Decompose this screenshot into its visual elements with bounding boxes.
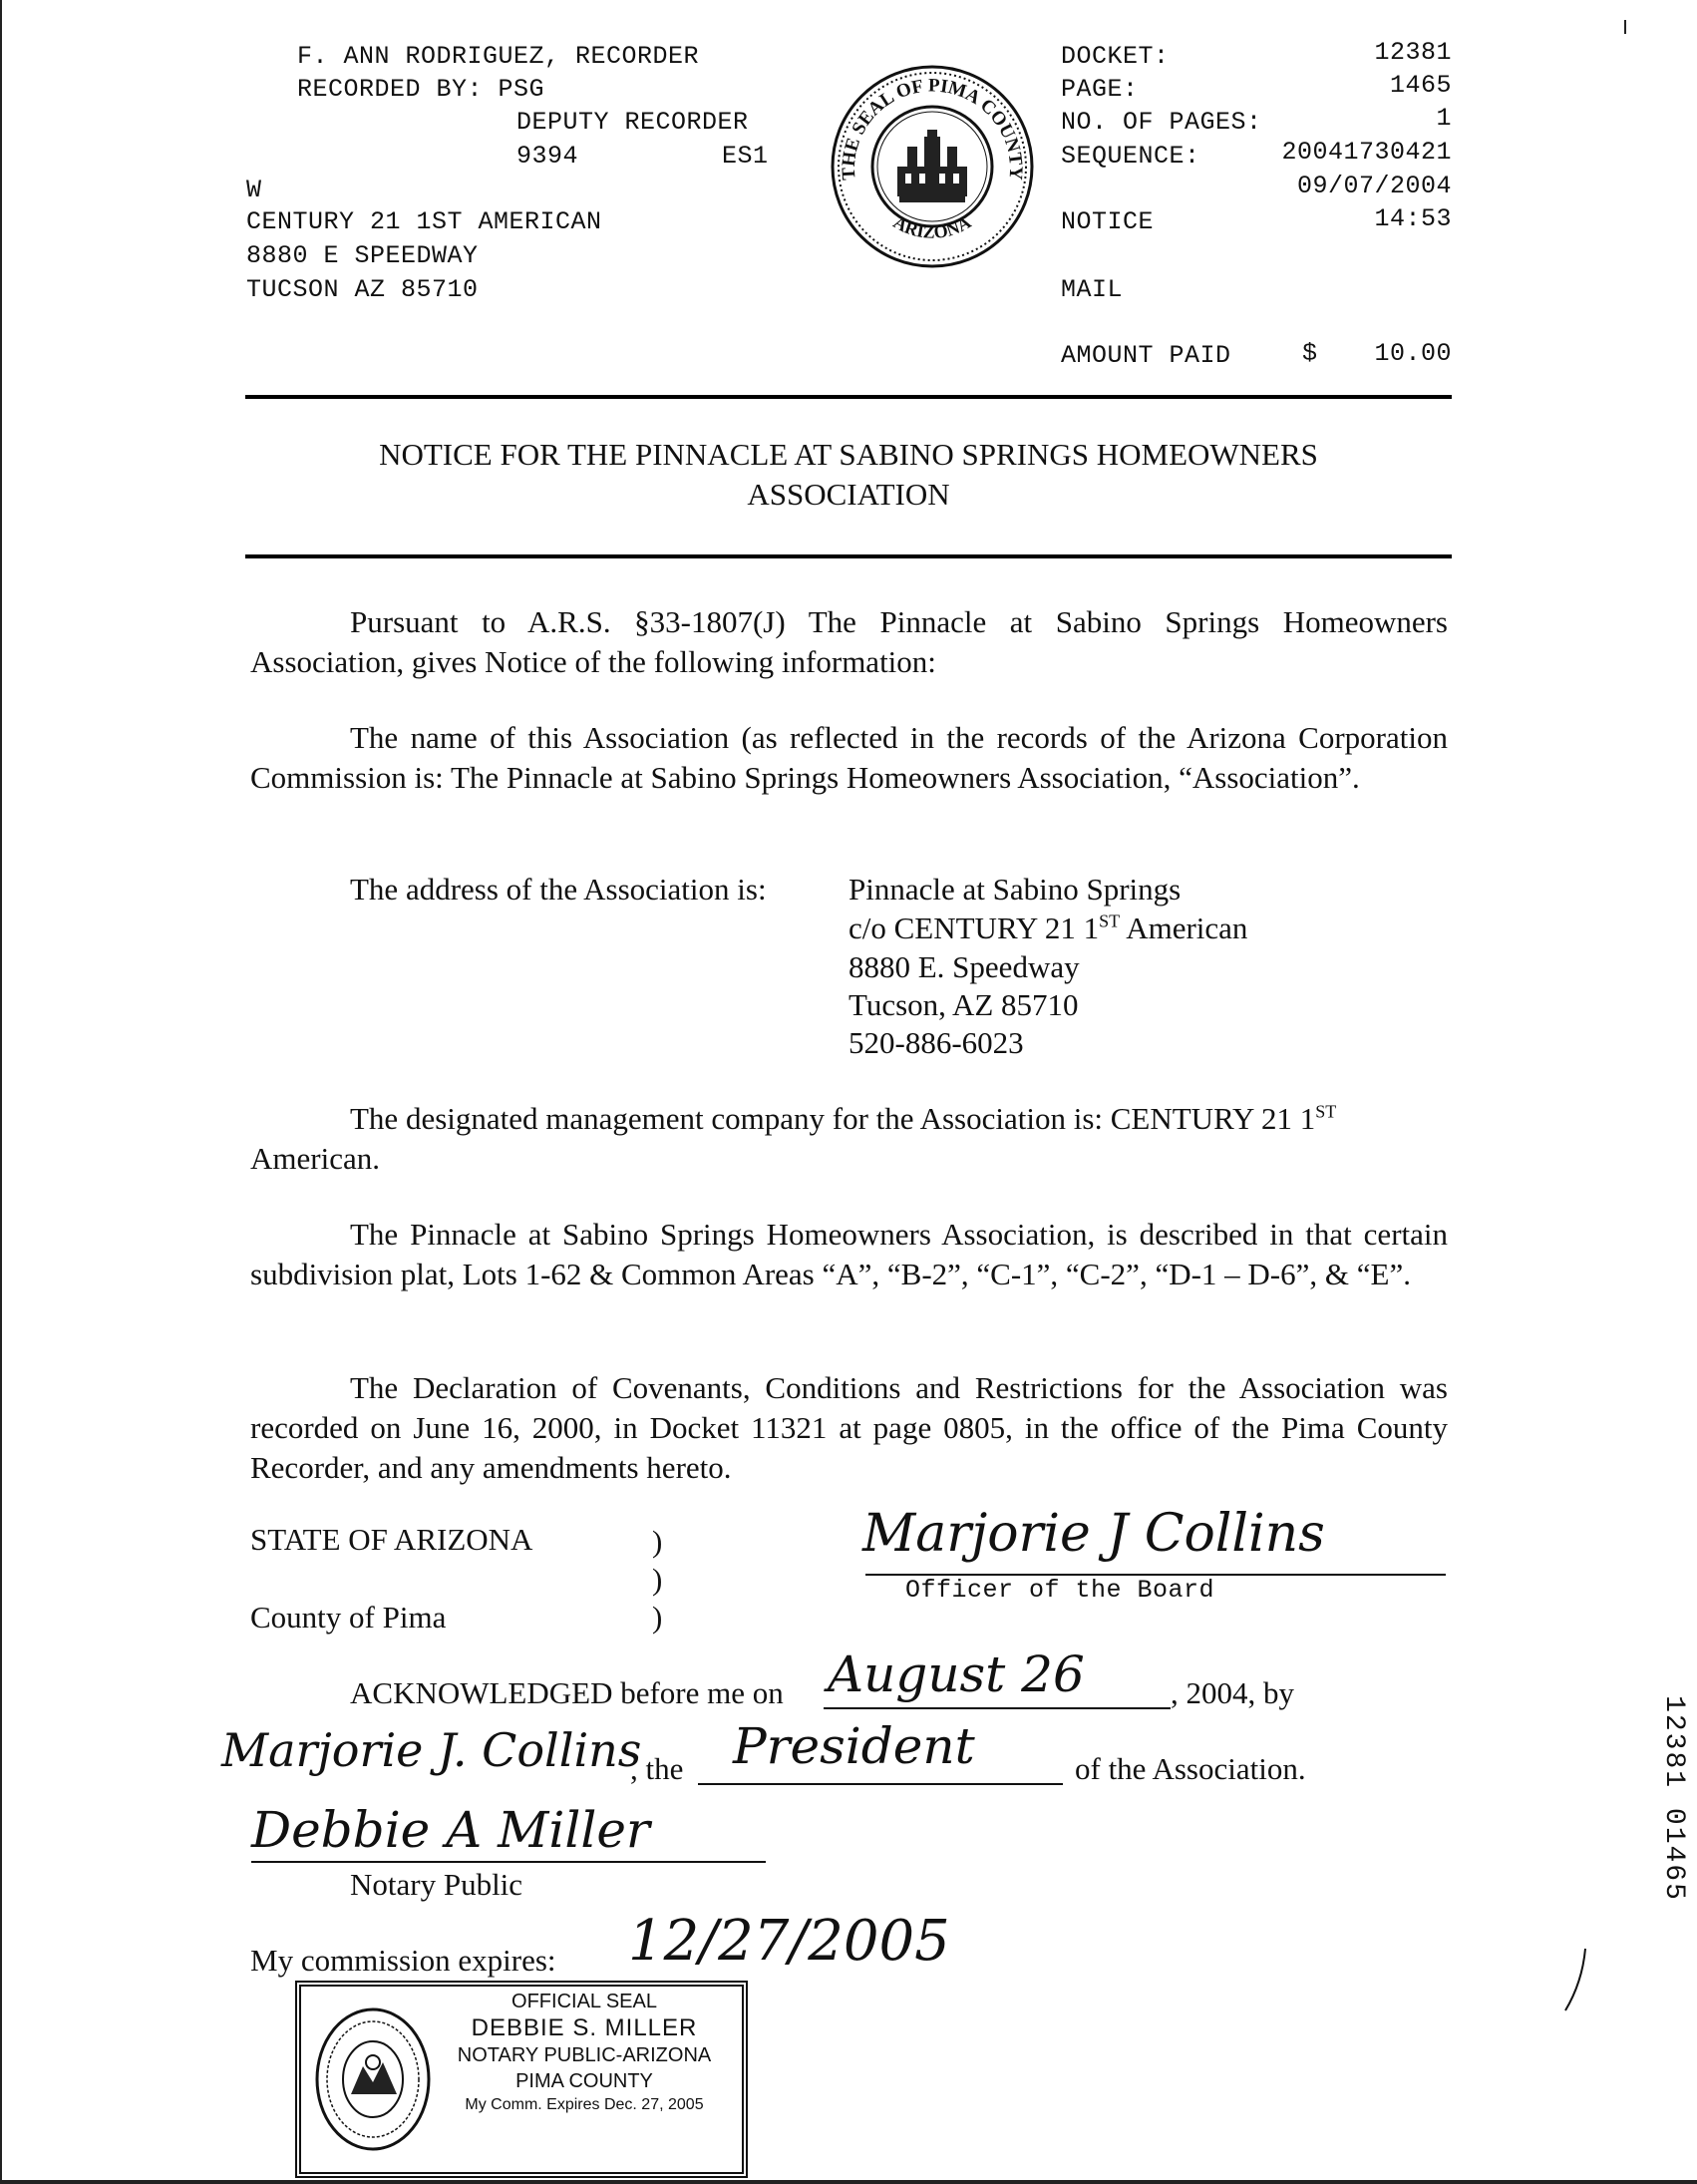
state-label: STATE OF ARIZONA (250, 1522, 533, 1557)
address-line-1: Pinnacle at Sabino Springs (848, 872, 1182, 907)
seal-line-5: My Comm. Expires Dec. 27, 2005 (465, 2096, 704, 2113)
side-stamp: 12381 01465 (1657, 1695, 1689, 1902)
pen-mark (1561, 1945, 1591, 2014)
title-rule (245, 554, 1452, 558)
scan-left-edge (0, 0, 2, 2184)
pages-label: NO. OF PAGES: (1061, 108, 1262, 137)
docket-label: DOCKET: (1061, 42, 1170, 71)
commission-label: My commission expires: (250, 1943, 556, 1978)
record-time: 14:53 (1374, 204, 1452, 233)
paragraph-name (250, 718, 1448, 798)
notary-signature-line (251, 1861, 766, 1863)
signer-role: President (733, 1717, 975, 1775)
management-line-2: American. (250, 1141, 380, 1176)
address-line-2-suffix: American (1120, 910, 1248, 945)
amount-paid-value: 10.00 (1374, 339, 1452, 368)
management-text: The designated management company for the Association is: CENTURY 21 1 (350, 1101, 1316, 1136)
page-label: PAGE: (1061, 75, 1139, 104)
seal-line-2: DEBBIE S. MILLER (471, 2014, 698, 2041)
sequence-value: 20041730421 (1281, 138, 1452, 167)
deputy-number: 9394 (516, 142, 579, 171)
record-date: 09/07/2004 (1296, 172, 1452, 200)
document-title-line-1: NOTICE FOR THE PINNACLE AT SABINO SPRINGS HOMEOWNERS (379, 437, 1318, 472)
return-address-line-3: TUCSON AZ 85710 (246, 275, 479, 304)
county-label: County of Pima (250, 1600, 447, 1635)
svg-text:ARIZONA (890, 211, 974, 242)
deputy-code: ES1 (722, 142, 769, 171)
paragraph-statute-text: Pursuant to A.R.S. §33-1807(J) The Pinnacle at Sabino Springs Homeowners Association, gives Notice of the following information: (250, 604, 1448, 679)
officer-caption: Officer of the Board (905, 1576, 1215, 1605)
address-line-5: 520-886-6023 (848, 1025, 1024, 1060)
acknowledged-date: August 26 (828, 1645, 1085, 1703)
header-rule (245, 395, 1452, 399)
notary-signature: Debbie A Miller (251, 1801, 650, 1859)
address-line-3: 8880 E. Speedway (848, 949, 1080, 984)
address-label: The address of the Association is: (350, 872, 767, 907)
sequence-label: SEQUENCE: (1061, 142, 1200, 171)
docket-value: 12381 (1374, 38, 1452, 67)
scan-bottom-edge (0, 2180, 1697, 2184)
return-address-line-2: 8880 E SPEEDWAY (246, 241, 479, 270)
paren-1: ) (652, 1524, 663, 1559)
return-address-line-1: CENTURY 21 1ST AMERICAN (246, 207, 602, 236)
deputy-recorder: DEPUTY RECORDER (516, 108, 749, 137)
officer-signature: Marjorie J Collins (862, 1504, 1325, 1564)
address-line-4: Tucson, AZ 85710 (848, 987, 1079, 1022)
paragraph-declaration (250, 1368, 1448, 1488)
paragraph-plat-text: The Pinnacle at Sabino Springs Homeowners Association, is described in that certain subdivision plat, Lots 1-62 & Common Areas “A”, “B-2”, “C-1”, “C-2”, “D-1 – D-6”, & “E”. (250, 1217, 1448, 1291)
commission-date: 12/27/2005 (628, 1909, 950, 1974)
arizona-state-seal-icon (313, 2004, 433, 2154)
paragraph-name-text: The name of this Association (as reflected in the records of the Arizona Corporation Commission is: The Pinnacle at Sabino Springs Homeowners Association, “Association”. (250, 720, 1448, 795)
seal-line-4: PIMA COUNTY (515, 2070, 653, 2092)
address-line-2-text: c/o CENTURY 21 1 (848, 910, 1100, 945)
acknowledged-label: ACKNOWLEDGED before me on (350, 1675, 784, 1710)
paragraph-declaration-text: The Declaration of Covenants, Conditions and Restrictions for the Association was recorded on June 16, 2000, in Docket 11321 at page 0805, in the office of the Pima County Recorder, and any amendments hereto. (250, 1370, 1448, 1485)
pima-county-seal-icon (828, 62, 1037, 271)
mail-label: MAIL (1061, 275, 1124, 304)
pages-value: 1 (1436, 104, 1452, 133)
notary-caption: Notary Public (350, 1867, 523, 1902)
seal-line-3: NOTARY PUBLIC-ARIZONA (457, 2044, 712, 2066)
signer-role-line (698, 1783, 1063, 1785)
address-superscript: ST (1099, 910, 1121, 931)
acknowledged-date-line (824, 1707, 1171, 1709)
paren-3: ) (652, 1600, 663, 1635)
scan-mark (1624, 20, 1626, 34)
page-value: 1465 (1389, 71, 1452, 100)
currency-symbol: $ (1302, 339, 1318, 368)
seal-top-text: THE SEAL OF PIMA COUNTY (838, 75, 1027, 182)
management-line-1 (350, 1101, 1336, 1137)
acknowledged-year: , 2004, by (1171, 1675, 1294, 1710)
w-mark: W (246, 176, 262, 204)
paragraph-statute (250, 602, 1448, 682)
management-superscript: ST (1315, 1101, 1337, 1122)
recorder-name: F. ANN RODRIGUEZ, RECORDER (297, 42, 700, 71)
recorded-by: RECORDED BY: PSG (297, 75, 545, 104)
address-line-2 (848, 910, 1247, 946)
paren-2: ) (652, 1562, 663, 1597)
seal-bottom-text: ARIZONA (889, 211, 975, 242)
signer-name: Marjorie J. Collins (221, 1723, 642, 1777)
notary-seal-stamp (295, 1981, 748, 2178)
paragraph-plat (250, 1215, 1448, 1294)
document-title-line-2: ASSOCIATION (747, 477, 950, 512)
notice-label: NOTICE (1061, 207, 1155, 236)
of-association-label: of the Association. (1075, 1751, 1306, 1786)
seal-line-1: OFFICIAL SEAL (511, 1991, 657, 2012)
the-label: , the (630, 1751, 684, 1786)
amount-paid-label: AMOUNT PAID (1061, 341, 1231, 370)
